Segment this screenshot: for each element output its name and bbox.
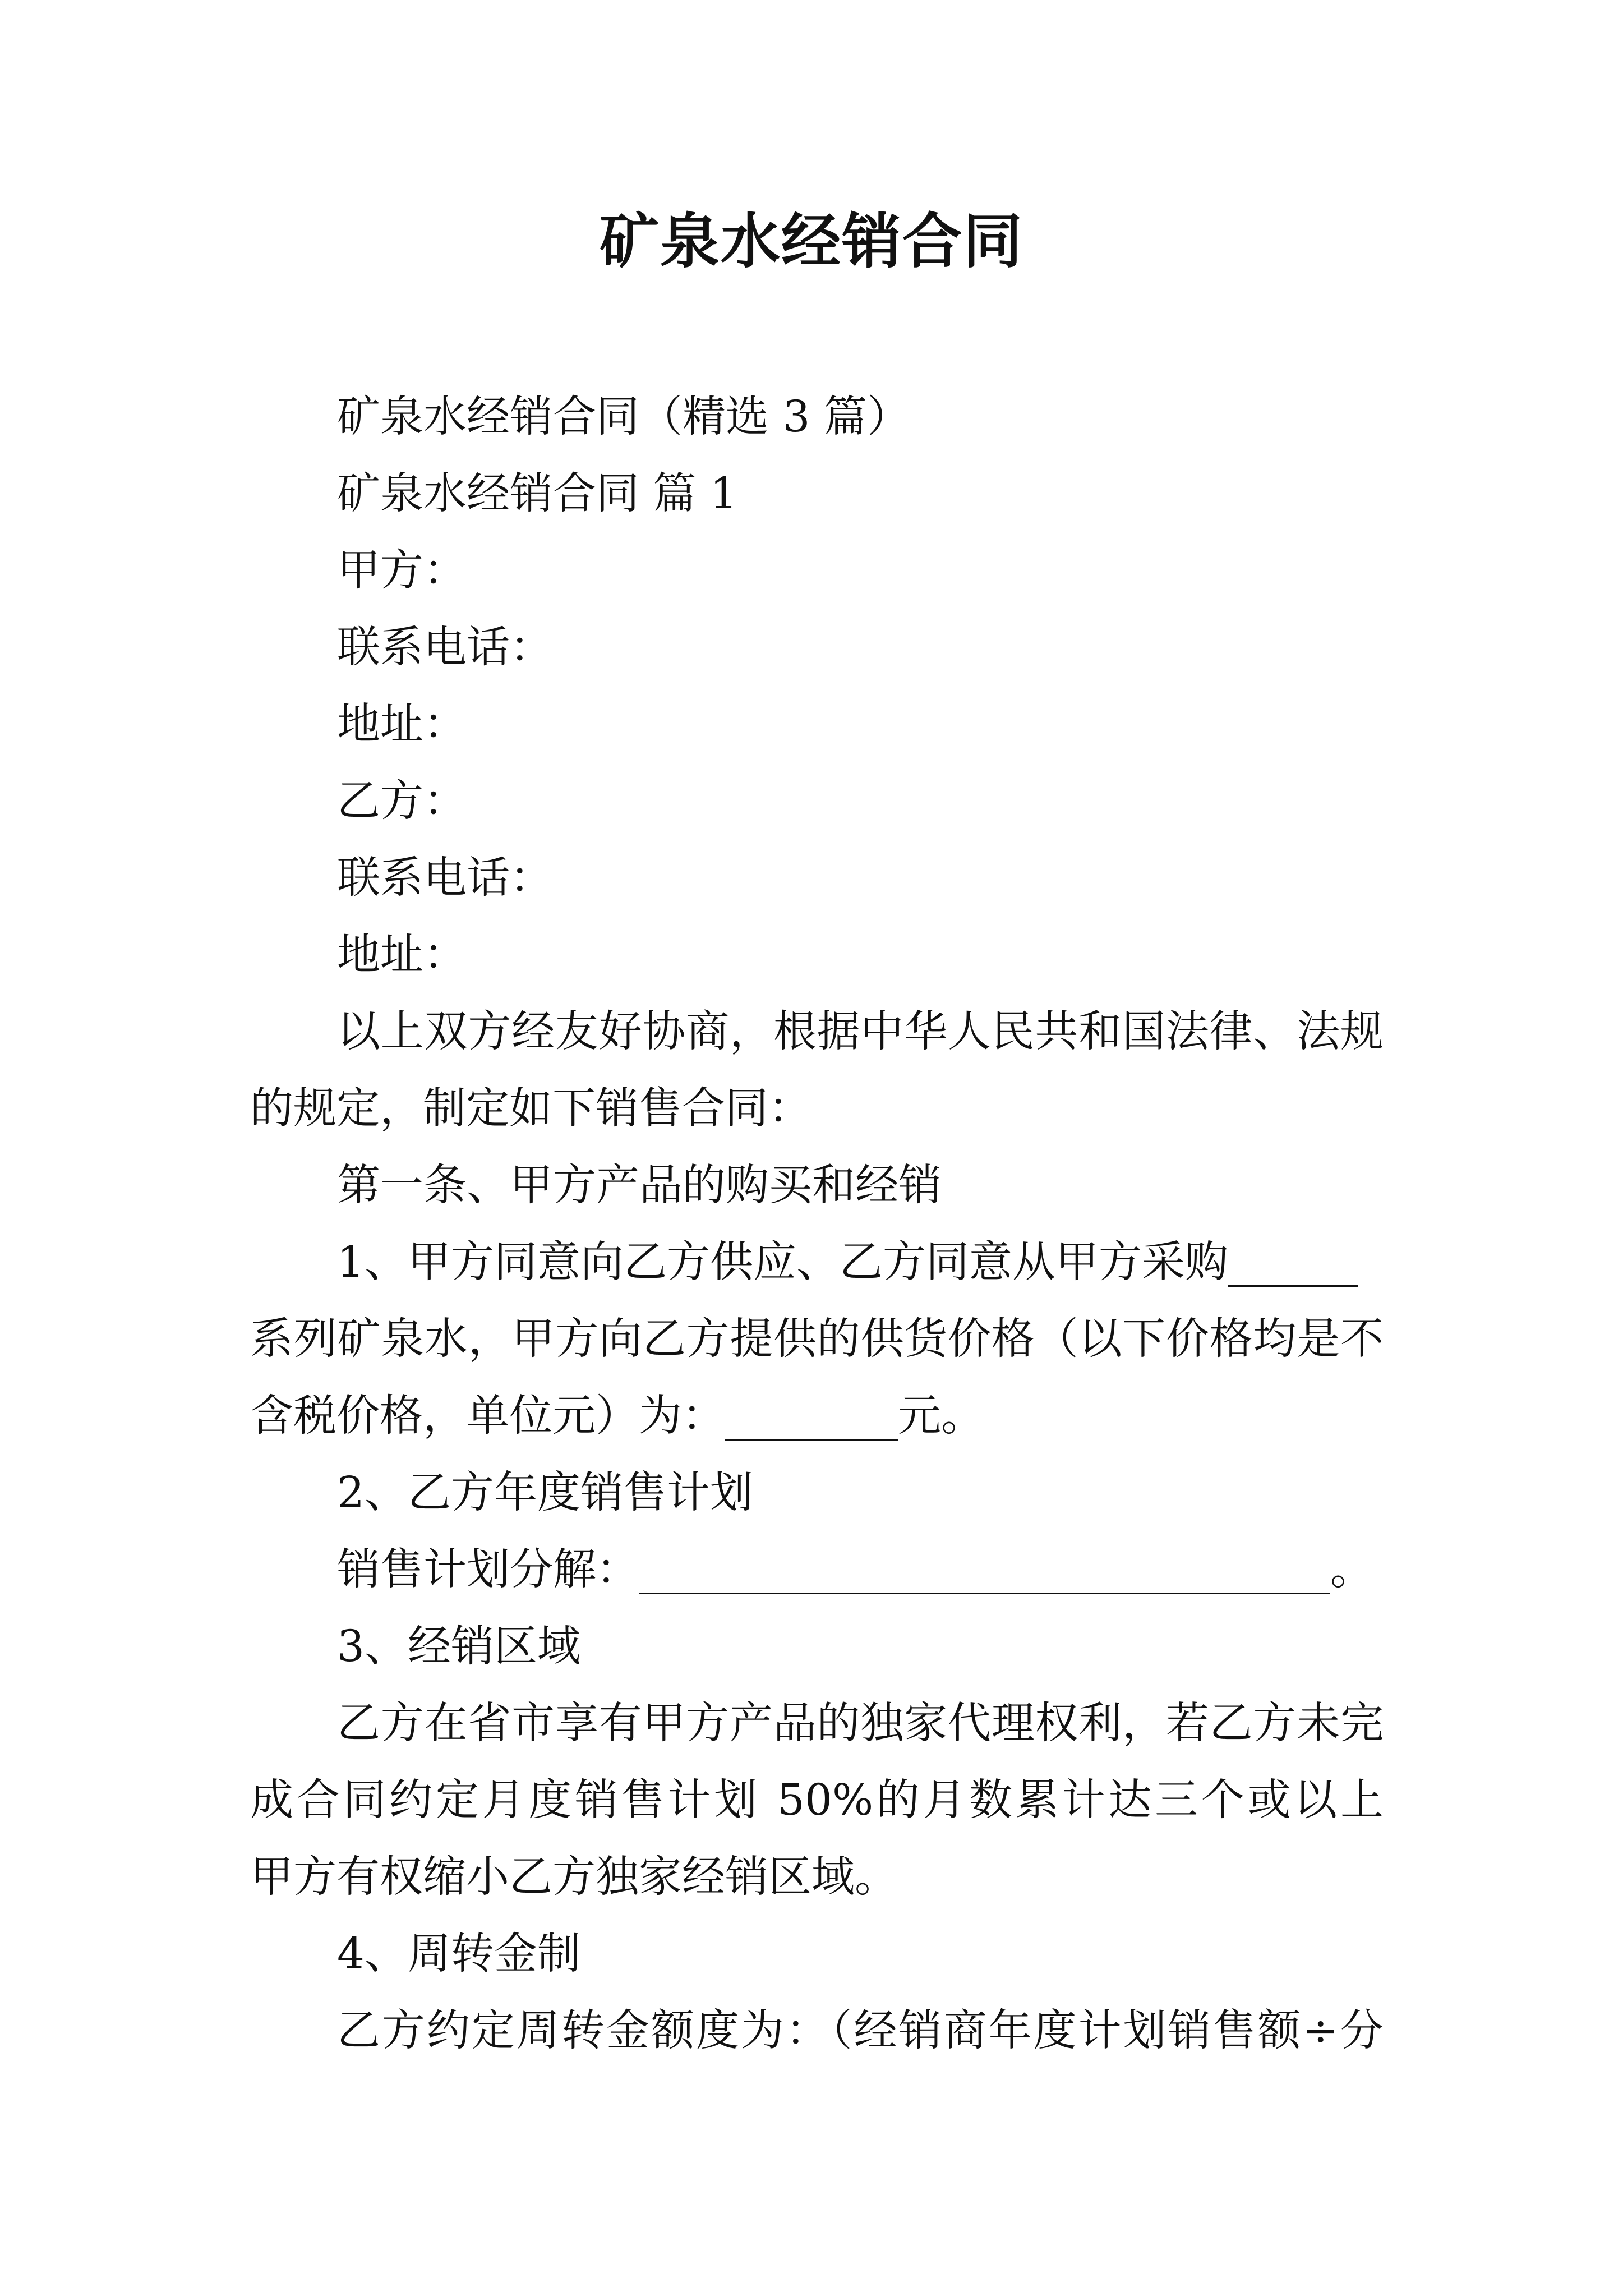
party-a-address-label: 地址： [337,700,467,749]
section-heading: 矿泉水经销合同 篇 1 [337,469,737,519]
paragraph-line: 乙方在省市享有甲方产品的独家代理权利，若乙方未完 [337,1699,1384,1749]
paragraph-line: 成合同约定月度销售计划 50%的月数累计达三个或以上 [250,1775,1384,1825]
paragraph-line: 1、甲方同意向乙方供应、乙方同意从甲方采购______ [337,1237,1358,1287]
party-a-phone-label: 联系电话： [337,623,553,673]
paragraph-line: 销售计划分解：________________________________。 [337,1545,1373,1595]
paragraph-line: 甲方有权缩小乙方独家经销区域。 [250,1852,898,1902]
paragraph-line: 含税价格，单位元）为：________元。 [250,1391,984,1441]
article-heading: 第一条、甲方产品的购买和经销 [337,1161,942,1211]
party-b-address-label: 地址： [337,930,467,980]
paragraph-line: 的规定，制定如下销售合同： [250,1084,811,1134]
clause-heading: 2、乙方年度销售计划 [337,1468,753,1518]
document-body [250,379,1384,2069]
clause-heading: 3、经销区域 [337,1622,580,1672]
paragraph-line: 乙方约定周转金额度为：（经销商年度计划销售额÷分 [337,2006,1384,2056]
party-a-label: 甲方： [337,546,467,596]
party-b-label: 乙方： [337,776,467,826]
party-b-phone-label: 联系电话： [337,853,553,903]
document-title: 矿泉水经销合同 [600,206,1023,276]
paragraph-line: 系列矿泉水，甲方向乙方提供的供货价格（以下价格均是不 [250,1314,1384,1364]
clause-heading: 4、周转金制 [337,1929,580,1979]
subtitle-line: 矿泉水经销合同（精选 3 篇） [337,392,910,442]
paragraph-line: 以上双方经友好协商，根据中华人民共和国法律、法规 [337,1007,1384,1057]
